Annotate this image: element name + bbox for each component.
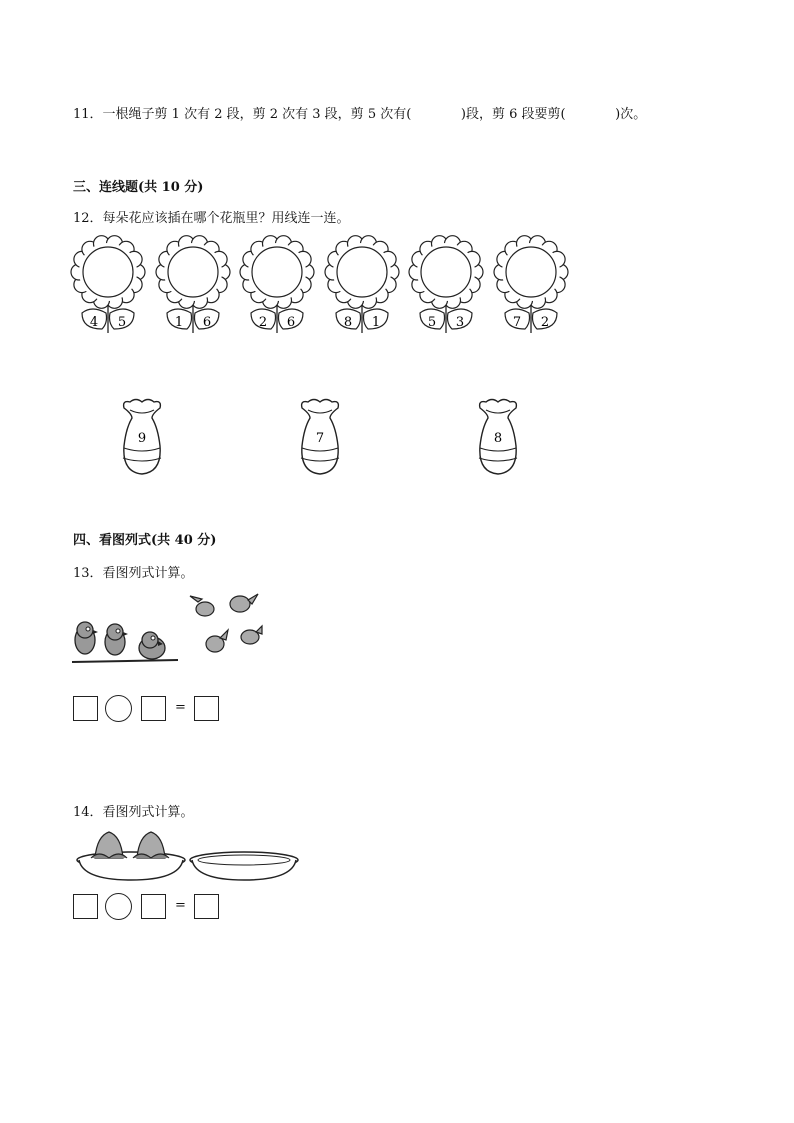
question-11: 11．一根绳子剪 1 次有 2 段，剪 2 次有 3 段，剪 5 次有( )段，剪 6 段要剪( )次。 — [73, 107, 647, 122]
question-14: 14．看图列式计算。 — [73, 805, 194, 820]
question-12: 12．每朵花应该插在哪个花瓶里？用线连一连。 — [73, 211, 350, 226]
flower-left-number: 5 — [427, 315, 437, 330]
flower-left-number: 8 — [343, 315, 352, 330]
peach-plates-illustration — [75, 828, 300, 883]
vase-number: 9 — [137, 431, 147, 446]
flower-left-number: 4 — [89, 315, 99, 330]
section-3-title: 三、连线题(共 10 分) — [73, 180, 204, 195]
equals-sign: = — [175, 700, 186, 715]
flower-left-number: 7 — [512, 315, 521, 330]
flower-left-number: 2 — [258, 315, 268, 330]
operator-circle[interactable] — [105, 695, 132, 722]
vase[interactable] — [296, 398, 344, 476]
flower-right-number: 1 — [371, 315, 380, 330]
section-4-title: 四、看图列式(共 40 分) — [73, 533, 217, 548]
flower-right-number: 6 — [202, 315, 211, 330]
answer-box-1[interactable] — [73, 696, 98, 721]
answer-box-2[interactable] — [141, 894, 166, 919]
flower-right-number: 3 — [455, 315, 465, 330]
flower[interactable] — [326, 235, 398, 335]
flower[interactable] — [495, 235, 567, 335]
answer-box-result[interactable] — [194, 894, 219, 919]
birds-illustration — [70, 592, 270, 672]
flower[interactable] — [72, 235, 144, 335]
vase-number: 7 — [315, 431, 325, 446]
vase[interactable] — [118, 398, 166, 476]
vase[interactable] — [474, 398, 522, 476]
flower-right-number: 5 — [117, 315, 127, 330]
equals-sign: = — [175, 898, 186, 913]
flower[interactable] — [157, 235, 229, 335]
question-13: 13．看图列式计算。 — [73, 566, 194, 581]
vase-number: 8 — [493, 431, 503, 446]
operator-circle[interactable] — [105, 893, 132, 920]
flower-right-number: 6 — [286, 315, 296, 330]
answer-box-result[interactable] — [194, 696, 219, 721]
flower-left-number: 1 — [174, 315, 183, 330]
flower[interactable] — [241, 235, 313, 335]
flower[interactable] — [410, 235, 482, 335]
flower-right-number: 2 — [540, 315, 549, 330]
answer-box-1[interactable] — [73, 894, 98, 919]
answer-box-2[interactable] — [141, 696, 166, 721]
